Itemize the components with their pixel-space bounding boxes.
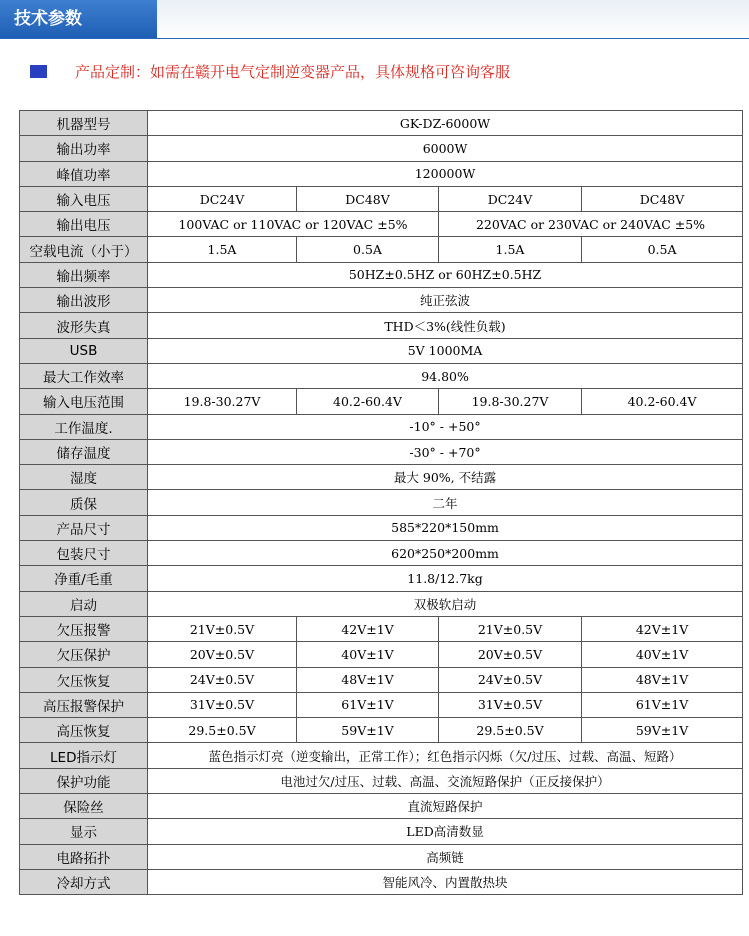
table-row: [20, 186, 743, 211]
spec-label: 电路拓扑: [20, 844, 148, 869]
table-row: [20, 389, 743, 414]
spec-value: DC48V: [582, 186, 743, 211]
spec-value: 31V±0.5V: [439, 692, 582, 717]
spec-value: LED高清数显: [148, 819, 743, 844]
spec-value: GK-DZ-6000W: [148, 111, 743, 136]
spec-value: 智能风冷、内置散热块: [148, 869, 743, 894]
spec-value: 59V±1V: [582, 718, 743, 743]
table-row: [20, 490, 743, 515]
table-row: [20, 414, 743, 439]
spec-value: 42V±1V: [582, 616, 743, 641]
table-row: [20, 288, 743, 313]
customization-note-text: 产品定制：如需在赣开电气定制逆变器产品，具体规格可咨询客服: [75, 62, 511, 81]
spec-value: 59V±1V: [297, 718, 439, 743]
spec-label: 空载电流（小于）: [20, 237, 148, 262]
spec-value: 最大 90%, 不结露: [148, 465, 743, 490]
spec-value: 50HZ±0.5HZ or 60HZ±0.5HZ: [148, 262, 743, 287]
spec-label: 波形失真: [20, 313, 148, 338]
spec-value: 24V±0.5V: [439, 667, 582, 692]
table-row: [20, 541, 743, 566]
spec-label: 工作温度.: [20, 414, 148, 439]
spec-label: 欠压保护: [20, 642, 148, 667]
spec-label: 峰值功率: [20, 161, 148, 186]
spec-value: 0.5A: [582, 237, 743, 262]
table-row: [20, 718, 743, 743]
spec-label: 包装尺寸: [20, 541, 148, 566]
spec-value: 61V±1V: [582, 692, 743, 717]
spec-value: 11.8/12.7kg: [148, 566, 743, 591]
spec-value: DC48V: [297, 186, 439, 211]
spec-value: 1.5A: [148, 237, 297, 262]
spec-value: 19.8-30.27V: [439, 389, 582, 414]
table-row: [20, 515, 743, 540]
spec-value: 高频链: [148, 844, 743, 869]
table-row: [20, 869, 743, 894]
table-row: [20, 313, 743, 338]
table-row: [20, 363, 743, 388]
spec-value: -30° - +70°: [148, 439, 743, 464]
spec-label: 最大工作效率: [20, 363, 148, 388]
table-row: [20, 616, 743, 641]
section-title: 技术参数: [0, 0, 157, 38]
table-row: [20, 111, 743, 136]
table-row: [20, 667, 743, 692]
table-row: [20, 338, 743, 363]
spec-value: 19.8-30.27V: [148, 389, 297, 414]
spec-label: 冷却方式: [20, 869, 148, 894]
spec-value: 5V 1000MA: [148, 338, 743, 363]
spec-value: 61V±1V: [297, 692, 439, 717]
table-row: [20, 136, 743, 161]
table-row: [20, 591, 743, 616]
table-row: [20, 794, 743, 819]
spec-value: 6000W: [148, 136, 743, 161]
table-row: [20, 161, 743, 186]
spec-value: 42V±1V: [297, 616, 439, 641]
table-row: [20, 237, 743, 262]
spec-label: 储存温度: [20, 439, 148, 464]
spec-label: 输入电压范围: [20, 389, 148, 414]
spec-value: 31V±0.5V: [148, 692, 297, 717]
customization-note: [30, 60, 510, 82]
table-row: [20, 566, 743, 591]
spec-value: 29.5±0.5V: [148, 718, 297, 743]
spec-value: 620*250*200mm: [148, 541, 743, 566]
table-row: [20, 262, 743, 287]
spec-label: 输出功率: [20, 136, 148, 161]
blue-square-icon: [30, 65, 47, 78]
spec-label: 湿度: [20, 465, 148, 490]
spec-label: LED指示灯: [20, 743, 148, 768]
spec-label: 显示: [20, 819, 148, 844]
table-row: [20, 465, 743, 490]
spec-label: 欠压报警: [20, 616, 148, 641]
spec-label: 质保: [20, 490, 148, 515]
spec-value: 双极软启动: [148, 591, 743, 616]
spec-label: 输入电压: [20, 186, 148, 211]
spec-value: 纯正弦波: [148, 288, 743, 313]
spec-value: 48V±1V: [582, 667, 743, 692]
spec-label: 输出波形: [20, 288, 148, 313]
spec-value: 40V±1V: [297, 642, 439, 667]
spec-label: 欠压恢复: [20, 667, 148, 692]
spec-label: 输出频率: [20, 262, 148, 287]
spec-value: 21V±0.5V: [148, 616, 297, 641]
spec-label: 机器型号: [20, 111, 148, 136]
spec-label: USB: [20, 338, 148, 363]
spec-label: 保护功能: [20, 768, 148, 793]
spec-value: THD＜3%(线性负载): [148, 313, 743, 338]
spec-value: 100VAC or 110VAC or 120VAC ±5%: [148, 212, 439, 237]
spec-value: 0.5A: [297, 237, 439, 262]
spec-value: 蓝色指示灯亮（逆变输出，正常工作）；红色指示闪烁（欠/过压、过载、高温、短路）: [148, 743, 743, 768]
spec-label: 高压恢复: [20, 718, 148, 743]
spec-value: 二年: [148, 490, 743, 515]
table-row: [20, 692, 743, 717]
table-row: [20, 743, 743, 768]
spec-value: 29.5±0.5V: [439, 718, 582, 743]
spec-label: 净重/毛重: [20, 566, 148, 591]
spec-label: 高压报警保护: [20, 692, 148, 717]
spec-value: 40.2-60.4V: [297, 389, 439, 414]
spec-value: 220VAC or 230VAC or 240VAC ±5%: [439, 212, 743, 237]
spec-value: 40.2-60.4V: [582, 389, 743, 414]
spec-value: 94.80%: [148, 363, 743, 388]
table-row: [20, 844, 743, 869]
spec-value: 120000W: [148, 161, 743, 186]
spec-value: DC24V: [148, 186, 297, 211]
spec-value: 20V±0.5V: [148, 642, 297, 667]
spec-label: 保险丝: [20, 794, 148, 819]
section-header: [0, 0, 749, 39]
spec-value: 40V±1V: [582, 642, 743, 667]
spec-value: -10° - +50°: [148, 414, 743, 439]
spec-value: DC24V: [439, 186, 582, 211]
spec-label: 产品尺寸: [20, 515, 148, 540]
spec-value: 585*220*150mm: [148, 515, 743, 540]
spec-label: 启动: [20, 591, 148, 616]
table-row: [20, 439, 743, 464]
spec-value: 48V±1V: [297, 667, 439, 692]
spec-value: 20V±0.5V: [439, 642, 582, 667]
table-row: [20, 768, 743, 793]
spec-label: 输出电压: [20, 212, 148, 237]
table-row: [20, 819, 743, 844]
spec-value: 1.5A: [439, 237, 582, 262]
spec-value: 24V±0.5V: [148, 667, 297, 692]
spec-value: 直流短路保护: [148, 794, 743, 819]
spec-value: 21V±0.5V: [439, 616, 582, 641]
table-row: [20, 212, 743, 237]
spec-table: [19, 110, 743, 895]
table-row: [20, 642, 743, 667]
spec-value: 电池过欠/过压、过载、高温、交流短路保护（正反接保护）: [148, 768, 743, 793]
